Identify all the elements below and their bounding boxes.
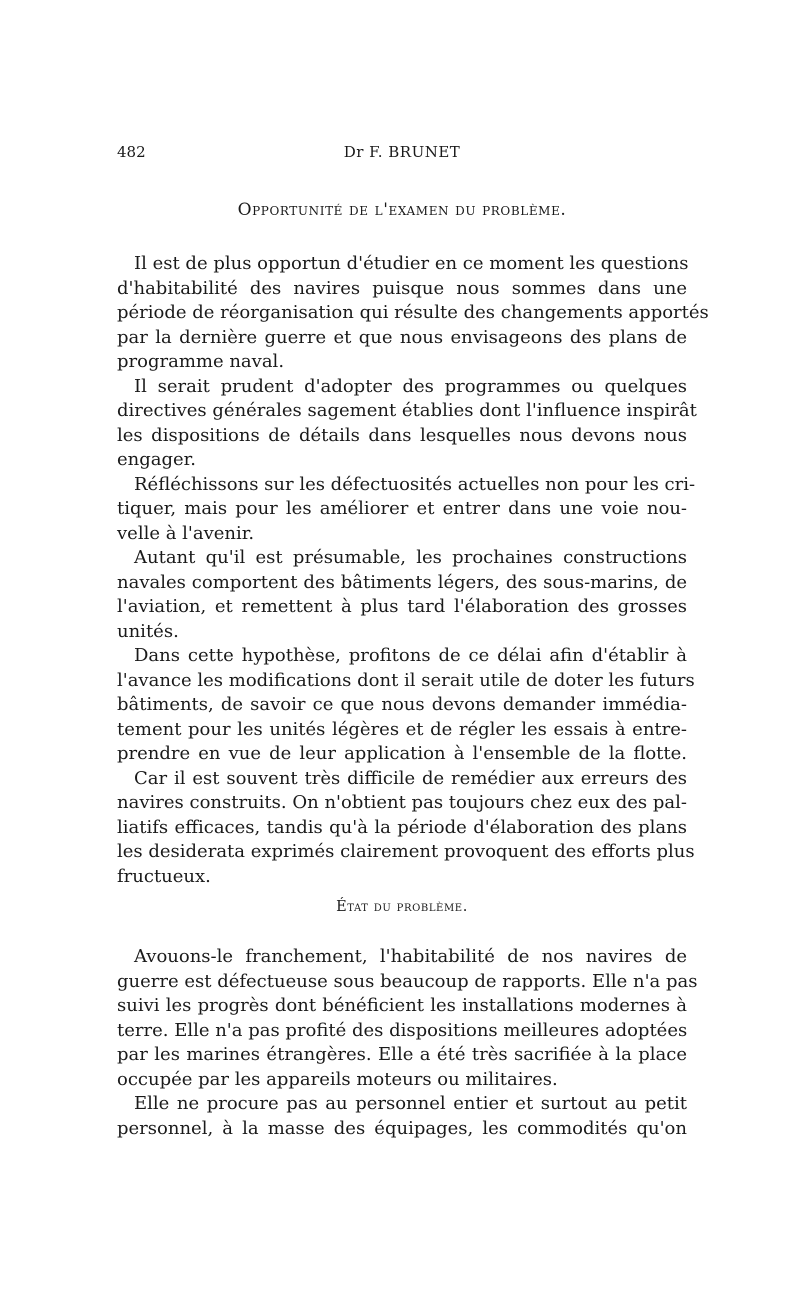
text-line: programme naval.	[117, 351, 285, 372]
text-line: l'avance les modifications dont il serait utile de doter les futurs	[117, 669, 695, 691]
text-line: Réfléchissons sur les défectuosités actuelles non pour les cri-	[134, 473, 696, 495]
text-line: tement pour les unités légères et de régler les essais à entre-	[117, 718, 687, 740]
section-body-etat	[117, 945, 698, 1141]
text-line: occupée par les appareils moteurs ou militaires.	[117, 1068, 558, 1090]
section-heading-etat: État du problème.	[336, 899, 468, 915]
text-line: liatifs efficaces, tandis qu'à la période d'élaboration des plans	[117, 816, 687, 838]
text-line: bâtiments, de savoir ce que nous devons demander immédia-	[117, 694, 687, 715]
text-line: par les marines étrangères. Elle a été très sacrifiée à la place	[117, 1044, 687, 1065]
paragraph	[117, 375, 697, 473]
text-line: navales comportent des bâtiments légers, des sous-marins, de	[117, 571, 687, 593]
text-line: Avouons-le franchement, l'habitabilité de nos navires de	[134, 946, 687, 967]
text-line: unités.	[117, 620, 179, 642]
text-line: suivi les progrès dont bénéficient les installations modernes à	[117, 995, 687, 1016]
paragraph	[117, 767, 695, 890]
text-line: les desiderata exprimés clairement provoquent des efforts plus	[117, 841, 695, 862]
text-line: Autant qu'il est présumable, les prochaines constructions	[134, 547, 687, 568]
running-header	[117, 143, 687, 165]
text-line: Car il est souvent très difficile de remédier aux erreurs des	[134, 767, 687, 789]
text-line: les dispositions de détails dans lesquelles nous devons nous	[117, 424, 687, 446]
text-line: prendre en vue de leur application à l'ensemble de la flotte.	[117, 743, 687, 764]
text-line: engager.	[117, 449, 197, 470]
text-line: fructueux.	[117, 865, 211, 887]
text-line: par la dernière guerre et que nous envisageons des plans de	[117, 326, 687, 348]
text-line: période de réorganisation qui résulte des changements apportés	[117, 302, 709, 323]
text-line: tiquer, mais pour les améliorer et entrer dans une voie nou-	[117, 498, 687, 519]
paragraph	[117, 252, 709, 375]
text-line: guerre est défectueuse sous beaucoup de rapports. Elle n'a pas	[117, 970, 698, 992]
text-line: l'aviation, et remettent à plus tard l'élaboration des grosses	[117, 596, 687, 617]
text-line: navires construits. On n'obtient pas toujours chez eux des pal-	[117, 792, 687, 813]
text-line: velle à l'avenir.	[117, 522, 255, 544]
section-heading-opportunite: Opportunité de l'examen du problème.	[237, 200, 567, 220]
text-line: d'habitabilité des navires puisque nous sommes dans une	[117, 277, 687, 299]
text-line: Il est de plus opportun d'étudier en ce moment les questions	[134, 253, 689, 274]
paragraph	[117, 473, 696, 547]
text-line: terre. Elle n'a pas profité des dispositions meilleures adoptées	[117, 1019, 688, 1041]
paragraph	[117, 546, 687, 644]
text-line: Dans cette hypothèse, profitons de ce délai afin d'établir à	[134, 645, 687, 666]
section-body-opportunite	[117, 252, 709, 889]
text-line: personnel, à la masse des équipages, les commodités qu'on	[117, 1117, 687, 1139]
text-line: directives générales sagement établies dont l'influence inspirât	[117, 400, 697, 421]
paragraph	[117, 1092, 687, 1141]
text-line: Il serait prudent d'adopter des programmes ou quelques	[134, 375, 687, 397]
text-line: Elle ne procure pas au personnel entier et surtout au petit	[134, 1093, 687, 1114]
page-number: 482	[117, 143, 146, 161]
paragraph	[117, 644, 695, 767]
running-header-author: Dr F. BRUNET	[343, 143, 461, 161]
paragraph	[117, 945, 698, 1092]
